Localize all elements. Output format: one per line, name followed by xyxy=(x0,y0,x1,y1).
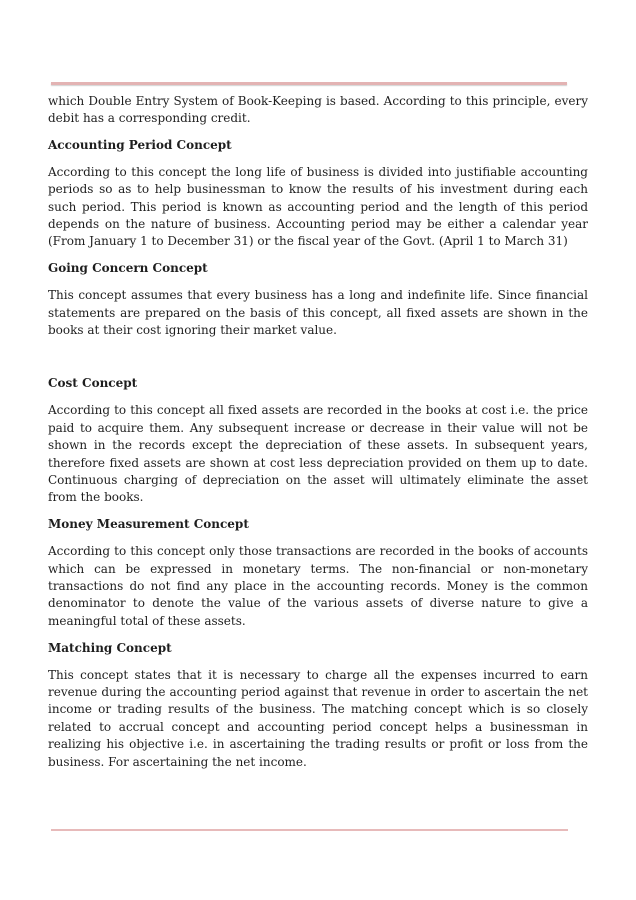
section-heading-cost: Cost Concept xyxy=(48,376,138,391)
intro-paragraph: which Double Entry System of Book-Keeping is based. According to this principle, every debit has a corresponding credit. xyxy=(48,94,588,126)
header-rule xyxy=(51,82,567,85)
footer-rule xyxy=(51,829,568,831)
section-heading-money-measurement: Money Measurement Concept xyxy=(48,517,249,532)
section-heading-accounting-period: Accounting Period Concept xyxy=(48,137,232,152)
section-text-going-concern: This concept assumes that every business has a long and indefinite life. Since financial statements are prepared on the basis of this concept, all fixed assets are shown in the books at their cost ignoring their market value. xyxy=(48,288,588,337)
page-body xyxy=(48,93,588,771)
section-text-matching: This concept states that it is necessary to charge all the expenses incurred to earn revenue during the accounting period against that revenue in order to ascertain the net income or trading results of the business. The matching concept which is so closely related to accrual concept and accounting period concept helps a businessman in realizing his objective i.e. in ascertaining the trading results or profit or loss from the business. For ascertaining the net income. xyxy=(48,667,588,769)
section-heading-going-concern: Going Concern Concept xyxy=(48,261,208,276)
section-text-cost: According to this concept all fixed assets are recorded in the books at cost i.e. the price paid to acquire them. Any subsequent increase or decrease in their value will not be shown in the records except the depreciation of these assets. In subsequent years, therefore fixed assets are shown at cost less depreciation provided on them up to date. Continuous charging of depreciation on the asset will ultimately eliminate the asset from the books. xyxy=(48,403,588,505)
section-heading-matching: Matching Concept xyxy=(48,640,172,655)
section-text-money-measurement: According to this concept only those transactions are recorded in the books of accounts which can be expressed in monetary terms. The non-financial or non-monetary transactions do not find any place in the accounting records. Money is the common denominator to denote the value of the various assets of diverse nature to give a meaningful total of these assets. xyxy=(48,544,588,628)
section-text-accounting-period: According to this concept the long life of business is divided into justifiable accounting periods so as to help businessman to know the results of his investment during each such period. This period is known as accounting period and the length of this period depends on the nature of business. Accounting period may be either a calendar year (From January 1 to December 31) or the fiscal year of the Govt. (April 1 to March 31) xyxy=(48,164,588,249)
